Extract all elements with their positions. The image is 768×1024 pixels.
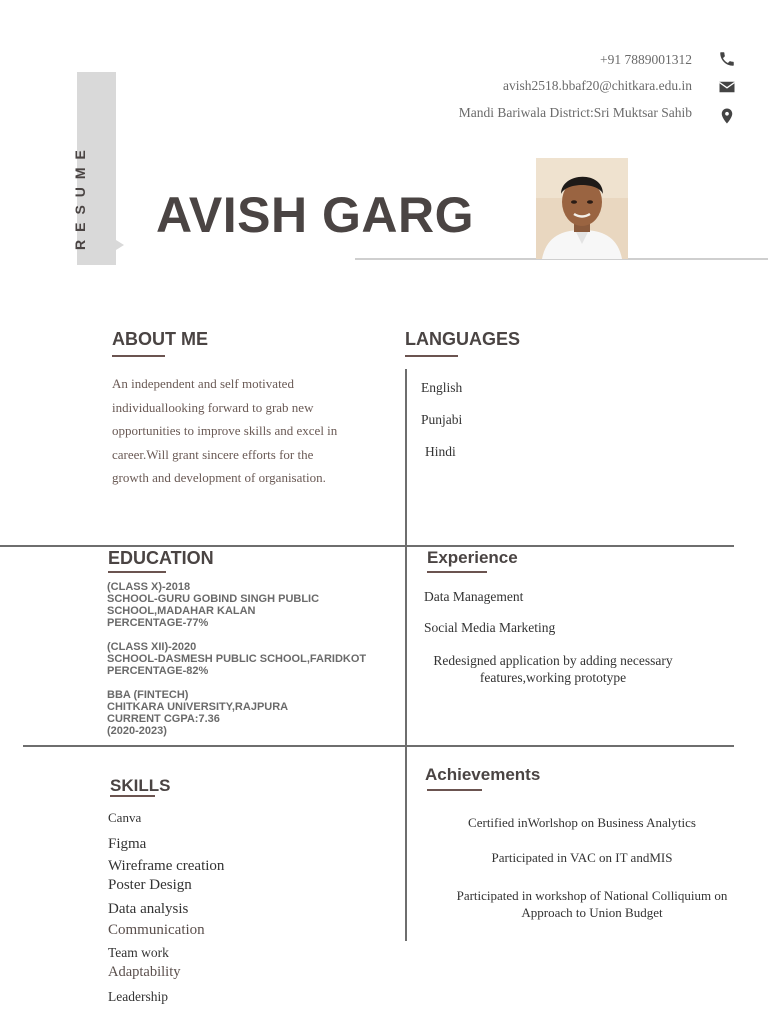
skills-heading: SKILLS bbox=[110, 776, 171, 795]
skill-item: Adaptability bbox=[108, 964, 181, 980]
envelope-icon bbox=[718, 78, 736, 96]
skill-item: Wireframe creation bbox=[108, 858, 225, 874]
achievement-item-multiline bbox=[407, 888, 768, 921]
education-line: (CLASS X)-2018 bbox=[107, 581, 191, 593]
language-item: Hindi bbox=[425, 444, 456, 459]
education-line: CHITKARA UNIVERSITY,RAJPURA bbox=[107, 701, 289, 713]
about-heading-underline bbox=[112, 355, 165, 357]
education-line: SCHOOL-DASMESH PUBLIC SCHOOL,FARIDKOT bbox=[107, 653, 367, 665]
resume-label: RESUME bbox=[72, 142, 88, 250]
contact-email: avish2518.bbaf20@chitkara.edu.in bbox=[502, 78, 692, 93]
skill-item: Figma bbox=[108, 836, 147, 852]
education-heading: EDUCATION bbox=[108, 548, 214, 568]
skill-item: Canva bbox=[108, 810, 142, 825]
education-entry-class-xii bbox=[107, 641, 387, 677]
skill-item: Data analysis bbox=[108, 901, 189, 917]
profile-photo bbox=[536, 158, 628, 259]
experience-line: features,working prototype bbox=[479, 669, 627, 685]
education-line: (CLASS XII)-2020 bbox=[107, 641, 197, 653]
experience-heading-underline bbox=[427, 571, 487, 573]
divider-vertical-2 bbox=[405, 545, 407, 745]
language-item: English bbox=[421, 380, 463, 395]
experience-heading: Experience bbox=[427, 548, 518, 567]
achievement-line: Participated in workshop of National Colliquium on bbox=[456, 888, 728, 903]
about-text: An independent and self motivated individuallooking forward to grab new opportunities to improve skills and excel in career.Will grant sincere efforts for the growth and development of organisation. bbox=[112, 376, 338, 485]
candidate-name: AVISH GARG bbox=[156, 187, 474, 243]
phone-icon bbox=[718, 50, 736, 68]
languages-heading: LANGUAGES bbox=[405, 329, 521, 349]
experience-item: Data Management bbox=[424, 589, 524, 604]
skill-item: Team work bbox=[108, 945, 169, 960]
achievement-item: Certified inWorlshop on Business Analytics bbox=[468, 815, 696, 830]
education-line: SCHOOL,MADAHAR KALAN bbox=[107, 605, 256, 617]
skill-item: Leadership bbox=[108, 989, 168, 1004]
achievements-heading-underline bbox=[427, 789, 482, 791]
skill-item: Communication bbox=[108, 922, 205, 938]
education-heading-underline bbox=[108, 571, 166, 573]
education-line: SCHOOL-GURU GOBIND SINGH PUBLIC bbox=[107, 593, 320, 605]
education-line: BBA (FINTECH) bbox=[107, 689, 189, 701]
education-entry-bba bbox=[107, 689, 387, 737]
language-item: Punjabi bbox=[421, 412, 463, 427]
about-heading: ABOUT ME bbox=[112, 329, 208, 349]
divider-vertical-1 bbox=[405, 369, 407, 545]
divider-horizontal-2 bbox=[23, 745, 734, 747]
contact-phone: +91 7889001312 bbox=[600, 52, 692, 67]
experience-item-multiline bbox=[368, 653, 738, 686]
achievements-heading: Achievements bbox=[425, 765, 541, 784]
skills-heading-underline bbox=[110, 795, 155, 797]
education-line: PERCENTAGE-77% bbox=[107, 617, 209, 629]
divider-horizontal-1 bbox=[0, 545, 734, 547]
map-pin-icon bbox=[718, 107, 736, 125]
resume-tab-tip bbox=[116, 240, 124, 250]
languages-heading-underline bbox=[405, 355, 458, 357]
education-line: PERCENTAGE-82% bbox=[107, 665, 209, 677]
experience-line: Redesigned application by adding necessary bbox=[433, 653, 673, 668]
achievement-item: Participated in VAC on IT andMIS bbox=[491, 850, 673, 865]
achievement-line: Approach to Union Budget bbox=[521, 904, 663, 920]
skill-item: Poster Design bbox=[108, 877, 192, 893]
education-line: CURRENT CGPA:7.36 bbox=[107, 713, 220, 725]
education-entry-class-x bbox=[107, 581, 387, 629]
education-line: (2020-2023) bbox=[107, 725, 167, 737]
experience-item: Social Media Marketing bbox=[424, 620, 556, 635]
contact-address: Mandi Bariwala District:Sri Muktsar Sahib bbox=[458, 105, 692, 120]
